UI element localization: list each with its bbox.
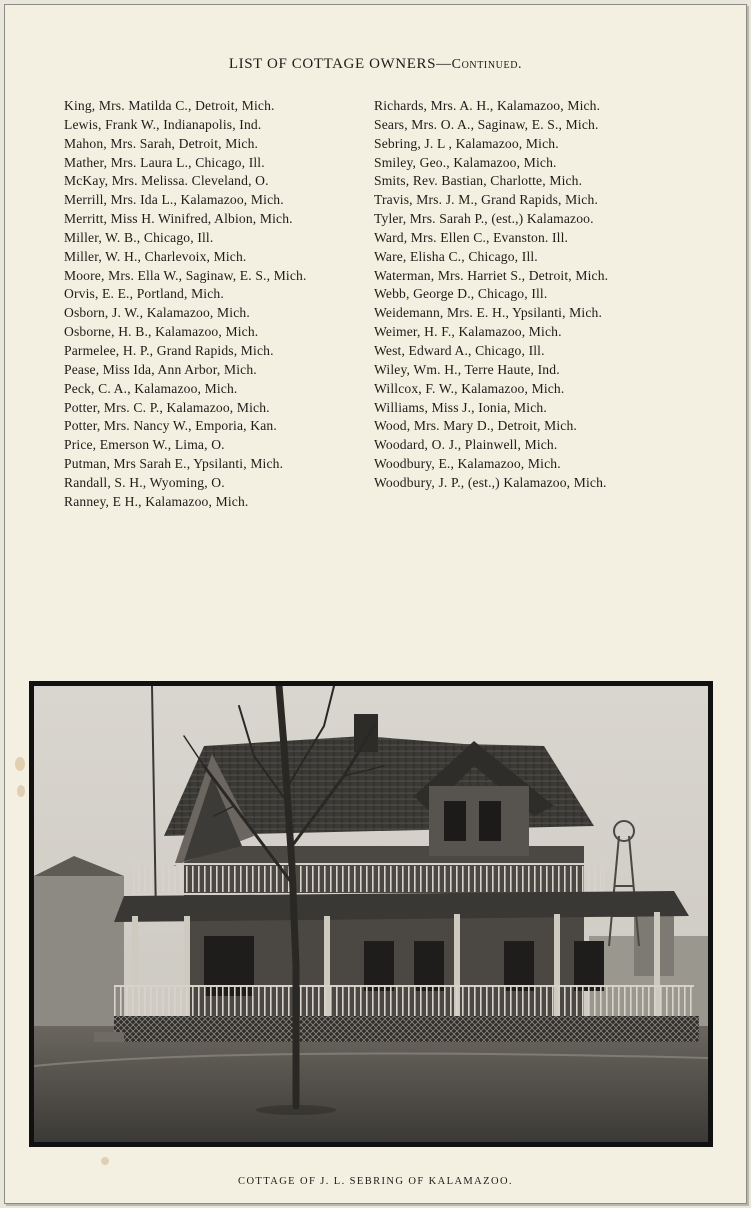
owner-entry: Smits, Rev. Bastian, Charlotte, Mich. xyxy=(374,173,583,189)
owner-entry: Lewis, Frank W., Indianapolis, Ind. xyxy=(64,116,262,132)
owner-entry: Weimer, H. F., Kalamazoo, Mich. xyxy=(374,324,562,340)
heading-main: LIST OF COTTAGE OWNERS— xyxy=(228,56,452,72)
page-heading xyxy=(5,56,746,73)
owner-entry: Miller, W. H., Charlevoix, Mich. xyxy=(64,248,247,264)
owner-entry: Travis, Mrs. J. M., Grand Rapids, Mich. xyxy=(374,192,598,208)
owners-list-left xyxy=(64,97,384,512)
document-page xyxy=(4,4,747,1204)
owner-entry: Tyler, Mrs. Sarah P., (est.,) Kalamazoo. xyxy=(374,211,594,227)
owner-entry: Ware, Elisha C., Chicago, Ill. xyxy=(374,248,538,264)
owner-entry: Randall, S. H., Wyoming, O. xyxy=(64,474,225,490)
owner-entry: King, Mrs. Matilda C., Detroit, Mich. xyxy=(64,98,275,113)
owner-entry: Woodard, O. J., Plainwell, Mich. xyxy=(374,437,558,453)
heading-continued: Continued. xyxy=(451,57,523,72)
owner-entry: Osborne, H. B., Kalamazoo, Mich. xyxy=(64,324,259,340)
owner-entry: Richards, Mrs. A. H., Kalamazoo, Mich. xyxy=(374,98,601,113)
owner-entry: Sears, Mrs. O. A., Saginaw, E. S., Mich. xyxy=(374,116,599,132)
owner-entry: Sebring, J. L , Kalamazoo, Mich. xyxy=(374,135,559,151)
owner-entry: Osborn, J. W., Kalamazoo, Mich. xyxy=(64,305,250,321)
owner-entry: Price, Emerson W., Lima, O. xyxy=(64,437,225,453)
owner-entry: Potter, Mrs. C. P., Kalamazoo, Mich. xyxy=(64,399,270,415)
owner-entry: Wiley, Wm. H., Terre Haute, Ind. xyxy=(374,361,560,377)
owner-entry: Ward, Mrs. Ellen C., Evanston. Ill. xyxy=(374,229,569,245)
cottage-photograph xyxy=(29,681,713,1147)
owner-entry: Weidemann, Mrs. E. H., Ypsilanti, Mich. xyxy=(374,305,603,321)
cottage-photo-image xyxy=(34,686,708,1142)
paper-stain xyxy=(17,785,25,797)
photo-caption: COTTAGE OF J. L. SEBRING OF KALAMAZOO. xyxy=(238,1176,513,1187)
owner-entry: Pease, Miss Ida, Ann Arbor, Mich. xyxy=(64,361,257,377)
owner-entry: Miller, W. B., Chicago, Ill. xyxy=(64,229,214,245)
owner-entry: Smiley, Geo., Kalamazoo, Mich. xyxy=(374,154,557,170)
owner-entry: Merrill, Mrs. Ida L., Kalamazoo, Mich. xyxy=(64,192,284,208)
paper-stain xyxy=(15,757,25,771)
owner-entry: Ranney, E H., Kalamazoo, Mich. xyxy=(64,493,249,509)
owner-entry: Moore, Mrs. Ella W., Saginaw, E. S., Mich. xyxy=(64,267,307,283)
owner-entry: Wood, Mrs. Mary D., Detroit, Mich. xyxy=(374,418,577,434)
owner-entry: Woodbury, J. P., (est.,) Kalamazoo, Mich. xyxy=(374,474,607,490)
owner-entry: Willcox, F. W., Kalamazoo, Mich. xyxy=(374,380,565,396)
owner-entry: Mather, Mrs. Laura L., Chicago, Ill. xyxy=(64,154,265,170)
owner-entry: Peck, C. A., Kalamazoo, Mich. xyxy=(64,380,238,396)
owner-entry: West, Edward A., Chicago, Ill. xyxy=(374,342,545,358)
owner-entry: Parmelee, H. P., Grand Rapids, Mich. xyxy=(64,342,274,358)
owner-entry: Potter, Mrs. Nancy W., Emporia, Kan. xyxy=(64,418,277,434)
owner-entry: Woodbury, E., Kalamazoo, Mich. xyxy=(374,456,561,472)
owner-entry: Merritt, Miss H. Winifred, Albion, Mich. xyxy=(64,211,293,227)
owner-entry: Putman, Mrs Sarah E., Ypsilanti, Mich. xyxy=(64,456,284,472)
owner-entry: Williams, Miss J., Ionia, Mich. xyxy=(374,399,547,415)
owner-entry: Waterman, Mrs. Harriet S., Detroit, Mich. xyxy=(374,267,609,283)
owner-entry: Webb, George D., Chicago, Ill. xyxy=(374,286,548,302)
owner-entry: Mahon, Mrs. Sarah, Detroit, Mich. xyxy=(64,135,259,151)
owner-entry: Orvis, E. E., Portland, Mich. xyxy=(64,286,224,302)
owner-entry: McKay, Mrs. Melissa. Cleveland, O. xyxy=(64,173,269,189)
paper-stain xyxy=(101,1157,109,1165)
owners-list-right xyxy=(374,97,724,493)
